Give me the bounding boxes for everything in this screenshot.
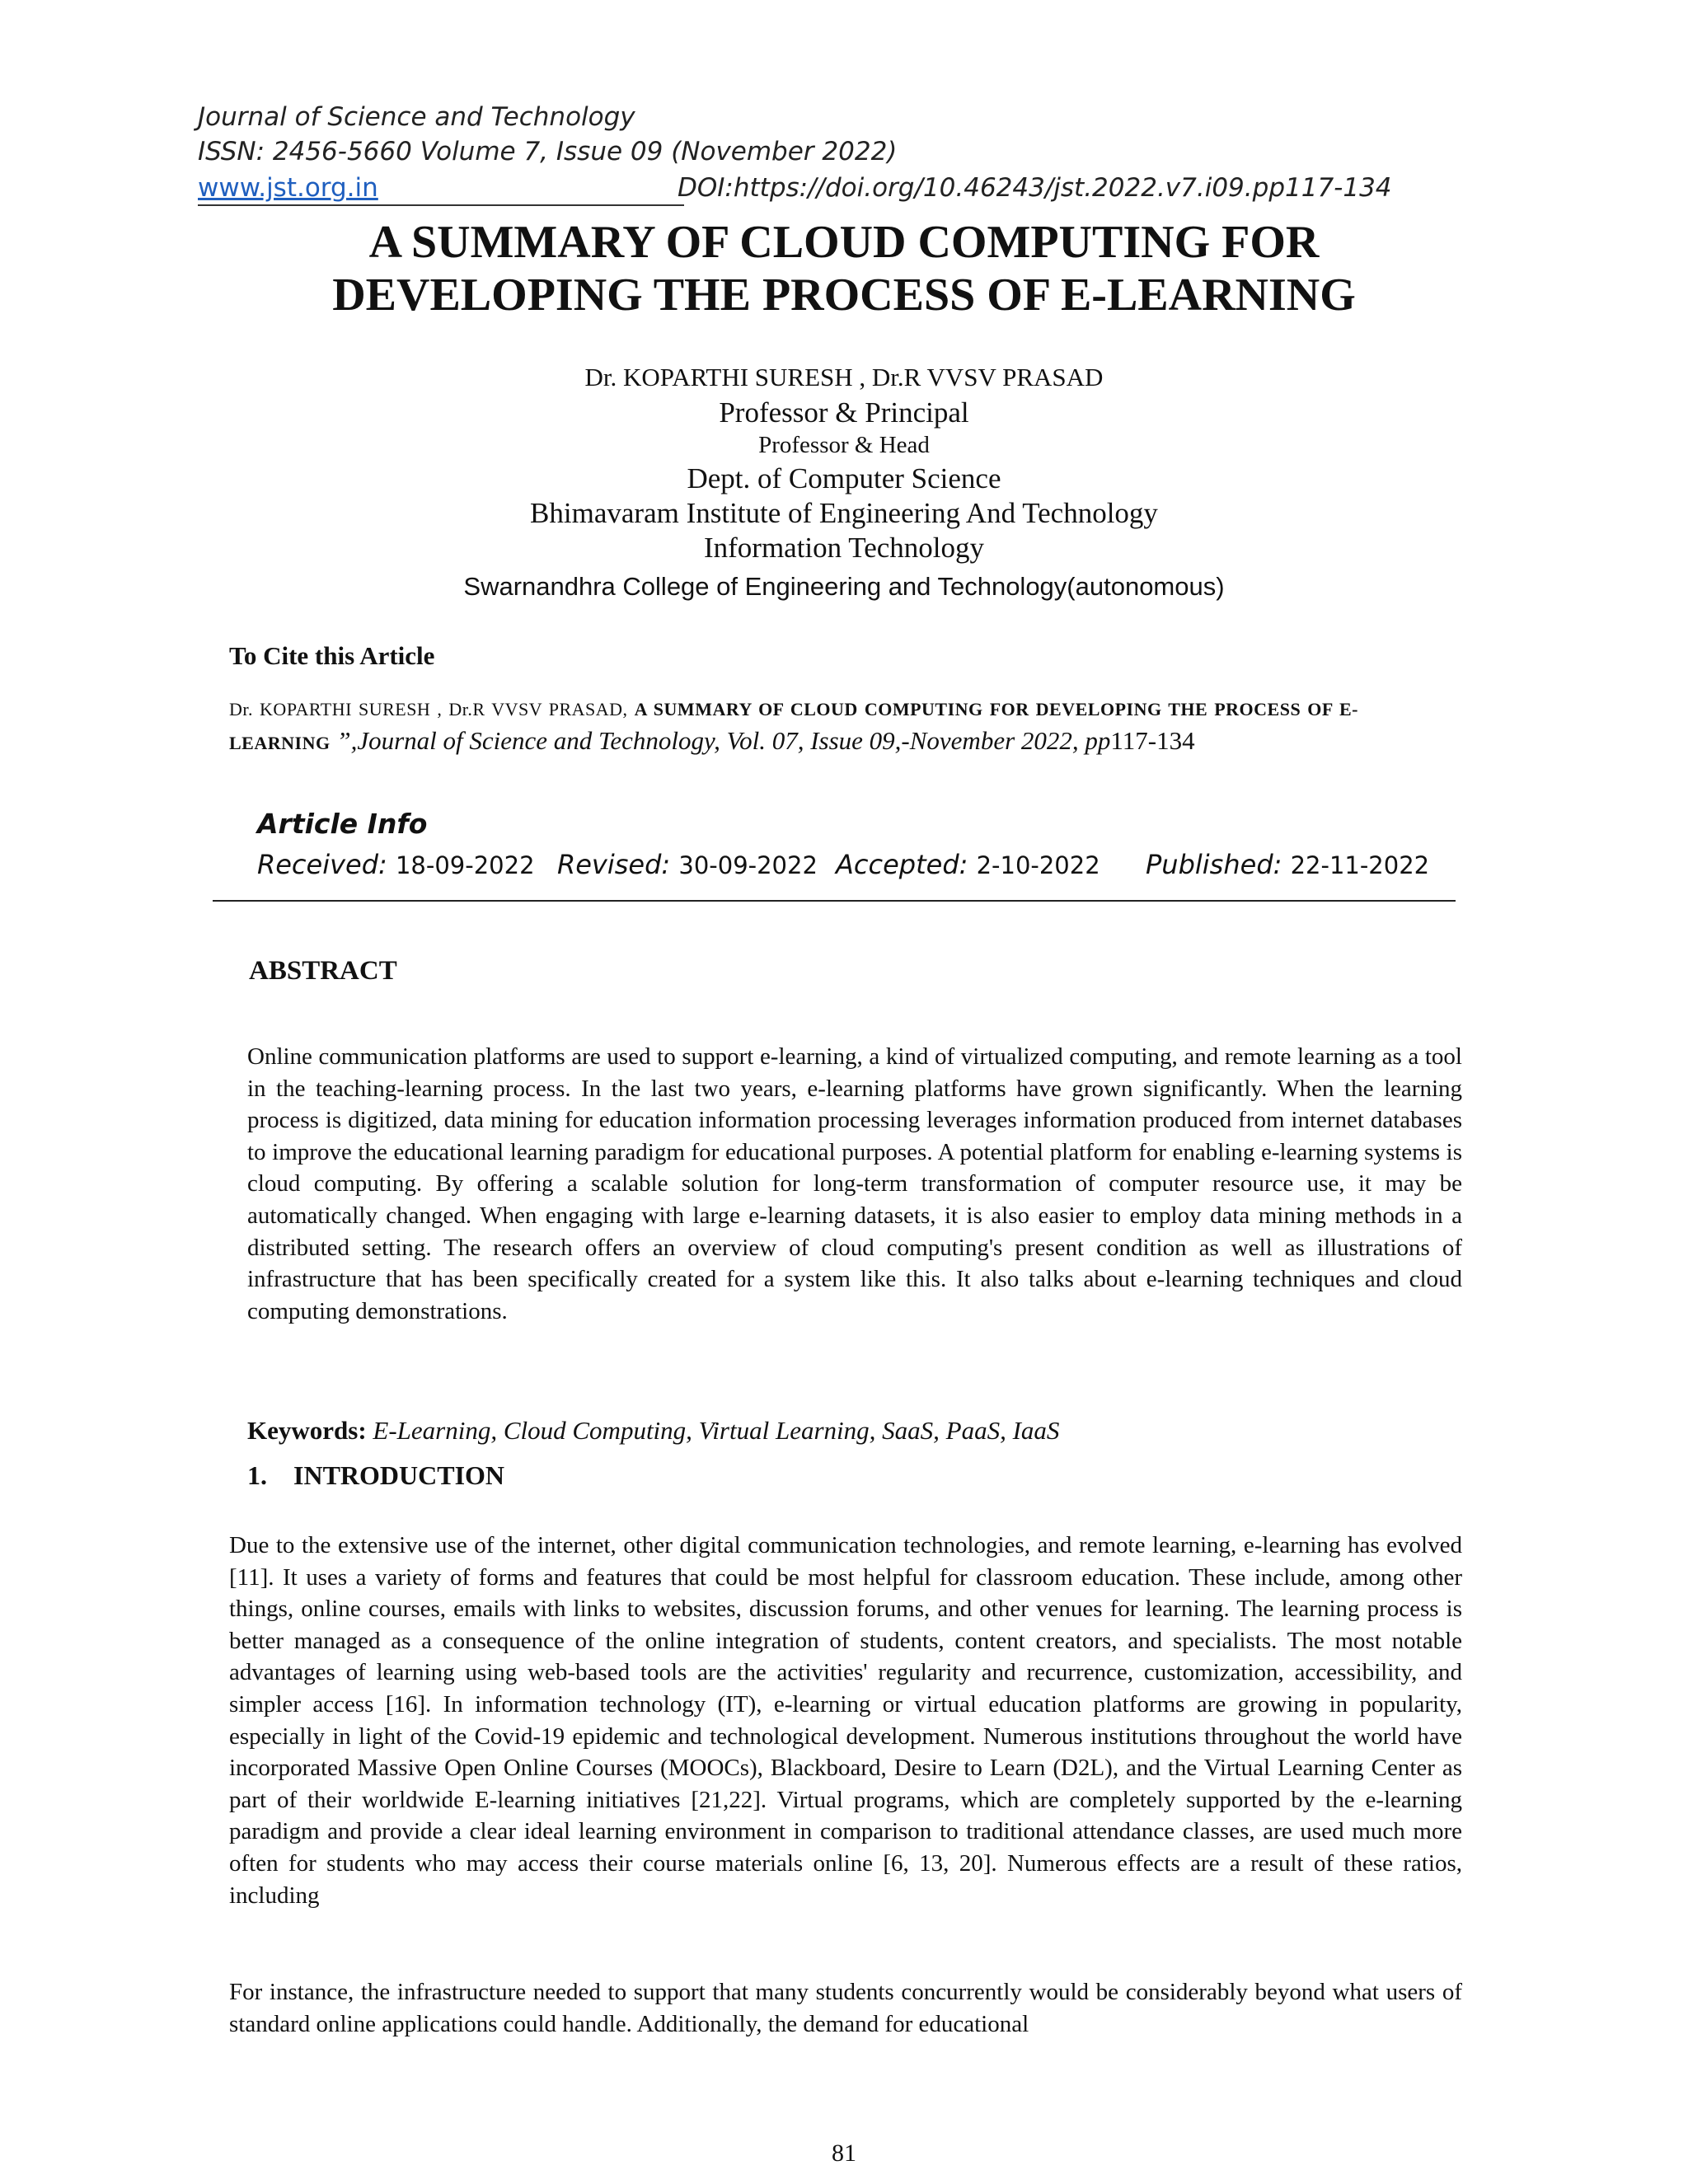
article-info-heading: Article Info bbox=[257, 808, 428, 840]
accepted-value: 2-10-2022 bbox=[976, 851, 1100, 879]
published-date bbox=[1146, 849, 1429, 880]
author-role-1: Professor & Principal bbox=[719, 396, 969, 429]
doi-text: DOI:https://doi.org/10.46243/jst.2022.v7.i09.pp117-134 bbox=[678, 173, 1392, 203]
page-number: 81 bbox=[832, 2139, 856, 2167]
author-institution-2: Swarnandhra College of Engineering and Technology(autonomous) bbox=[463, 572, 1225, 601]
received-date bbox=[257, 849, 535, 880]
citation-pages: 117-134 bbox=[1110, 726, 1195, 755]
journal-website-link[interactable]: www.jst.org.in bbox=[198, 173, 378, 203]
keywords-value: E-Learning, Cloud Computing, Virtual Learning, SaaS, PaaS, IaaS bbox=[373, 1416, 1060, 1445]
abstract-heading: ABSTRACT bbox=[249, 956, 397, 986]
author-institution-1: Bhimavaram Institute of Engineering And Technology bbox=[530, 497, 1158, 529]
introduction-paragraph-1: Due to the extensive use of the internet, other digital communication technologies, and remote learning, e-learning has evolved [11]. It uses a variety of forms and features that could be most helpful for classroom education. These include, among other things, online courses, emails with links to websites, discussion forums, and other venues for learning. The learning process is better managed as a consequence of the online integration of students, content creators, and specialists. The most notable advantages of learning using web-based tools are the activities' regularity and recurrence, customization, accessibility, and simpler access [16]. In information technology (IT), e-learning or virtual education platforms are growing in popularity, especially in light of the Covid-19 epidemic and technological development. Numerous institutions throughout the world have incorporated Massive Open Online Courses (MOOCs), Blackboard, Desire to Learn (D2L), and the Virtual Learning Center as part of their worldwide E-learning initiatives [21,22]. Virtual programs, which are completely supported by the e-learning paradigm and provide a clear ideal learning environment in comparison to traditional attendance classes, are used much more often for students who may access their course materials online [6, 13, 20]. Numerous effects are a result of these ratios, including bbox=[229, 1532, 1462, 1909]
received-value: 18-09-2022 bbox=[395, 851, 535, 879]
title-line-1: A SUMMARY OF CLOUD COMPUTING FOR bbox=[368, 217, 1320, 268]
published-value: 22-11-2022 bbox=[1290, 851, 1430, 879]
title-line-2: DEVELOPING THE PROCESS OF E-LEARNING bbox=[332, 269, 1356, 321]
received-label: Received: bbox=[257, 849, 387, 880]
issn-line: ISSN: 2456-5660 Volume 7, Issue 09 (November 2022) bbox=[198, 137, 898, 166]
author-role-2: Professor & Head bbox=[758, 432, 930, 458]
cite-heading: To Cite this Article bbox=[229, 641, 435, 670]
author-department-2: Information Technology bbox=[703, 532, 985, 564]
journal-name: Journal of Science and Technology bbox=[198, 102, 635, 132]
revised-label: Revised: bbox=[557, 849, 671, 880]
keywords-label: Keywords: bbox=[247, 1416, 367, 1445]
author-names: Dr. KOPARTHI SURESH , Dr.R VVSV PRASAD bbox=[584, 363, 1104, 391]
citation-authors: Dr. KOPARTHI SURESH , Dr.R VVSV PRASAD, bbox=[229, 699, 635, 719]
citation-title: A SUMMARY OF CLOUD COMPUTING FOR DEVELOPING THE PROCESS OF E-LEARNING bbox=[229, 699, 1358, 753]
header-rule bbox=[198, 204, 684, 206]
accepted-date bbox=[836, 849, 1100, 880]
published-label: Published: bbox=[1146, 849, 1282, 880]
revised-date bbox=[557, 849, 818, 880]
abstract-text: Online communication platforms are used to support e-learning, a kind of virtualized computing, and remote learning as a tool in the teaching-learning process. In the last two years, e-learning platforms have grown significantly. When the learning process is digitized, data mining for education information processing leverages information produced from internet databases to improve the educational learning paradigm for educational purposes. A potential platform for enabling e-learning systems is cloud computing. By offering a scalable solution for long-term transformation of computer resource use, it may be automatically changed. When engaging with large e-learning datasets, it is also easier to employ data mining methods in a distributed setting. The research offers an overview of cloud computing's present condition as well as illustrations of infrastructure that has been specifically created for a system like this. It also talks about e-learning techniques and cloud computing demonstrations. bbox=[247, 1043, 1462, 1324]
introduction-paragraph-2: For instance, the infrastructure needed to support that many students concurrently would be considerably beyond what users of standard online applications could handle. Additionally, the demand for educational bbox=[229, 1979, 1462, 2037]
introduction-heading: 1. INTRODUCTION bbox=[247, 1460, 505, 1490]
revised-value: 30-09-2022 bbox=[678, 851, 818, 879]
author-department: Dept. of Computer Science bbox=[687, 462, 1001, 494]
citation-text bbox=[229, 694, 1358, 759]
accepted-label: Accepted: bbox=[836, 849, 968, 880]
article-info-rule bbox=[213, 900, 1456, 902]
paper-title bbox=[0, 216, 1688, 321]
citation-journal: ”,Journal of Science and Technology, Vol. 07, Issue 09,-November 2022, pp bbox=[330, 726, 1111, 755]
keywords bbox=[247, 1416, 1059, 1446]
